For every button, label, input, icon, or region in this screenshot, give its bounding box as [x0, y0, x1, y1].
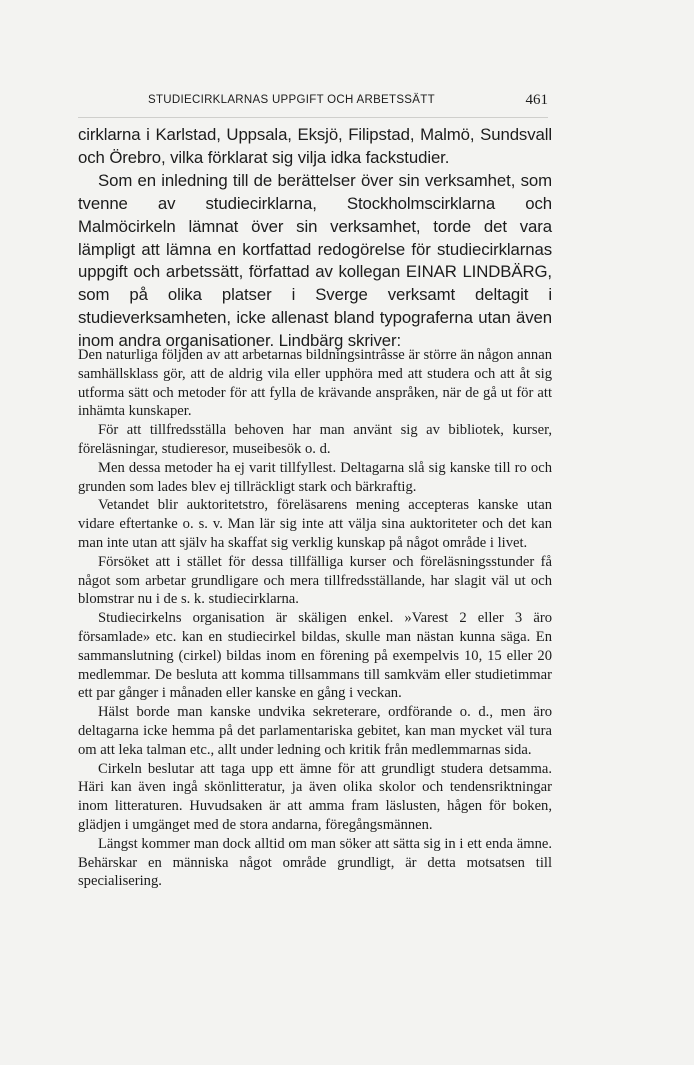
- quote-paragraph: För att tillfredsställa behoven har man använt sig av bibliotek, kurser, föreläsningar, studieresor, museibesök o. d.: [78, 422, 552, 457]
- quote-paragraph: Längst kommer man dock alltid om man söker att sätta sig in i ett enda ämne. Behärskar en människa något område grundligt, är detta motsatsen till specialisering.: [78, 835, 552, 890]
- quote-paragraph: Försöket att i stället för dessa tillfälliga kurser och föreläsningsstunder få något som arbetar grundligare och mera tillfredsställande, har slagit väl ut och blomstrar nu i de s. k. studiecirklarna.: [78, 553, 552, 608]
- quote-paragraph: Studiecirkelns organisation är skäligen enkel. »Varest 2 eller 3 äro församlade» etc. kan en studiecirkel bildas, skulle man nästan kunna säga. En sammanslutning (cirkel) bildas inom en förening på exempelvis 10, 15 eller 20 medlemmar. De besluta att komma tillsammans till samkväm eller studietimmar ett par gånger i månaden eller kanske en gång i veckan.: [78, 610, 552, 702]
- quoted-text: [78, 346, 552, 891]
- running-title: STUDIECIRKLARNAS UPPGIFT OCH ARBETSSÄTT: [148, 94, 435, 106]
- intro-paragraph: Som en inledning till de berättelser över sin verksamhet, som tvenne av studiecirklarna, Stockholmscirklarna och Malmöcirkeln lämnat över sin verksamhet, torde det vara lämpligt att lämna en kortfattad redogörelse för studiecirklarnas uppgift och arbetssätt, författad av kollegan EINAR LINDBÄRG, som på olika platser i Sverge verksamt deltagit i studieverksamheten, icke allenast bland typograferna utan även inom andra organisationer. Lindbärg skriver:: [78, 170, 552, 351]
- quote-paragraph: Den naturliga följden av att arbetarnas bildningsintrâsse är större än någon annan samhällsklass gör, att de aldrig vila eller upphöra med att studera och att åt sig utforma sätt och metoder för att fylla de krävande anspråken, när de gå ut för att inhämta kunskaper.: [78, 347, 552, 420]
- quote-paragraph: Hälst borde man kanske undvika sekreterare, ordförande o. d., men äro deltagarna icke hemma på det parlamentariska gebitet, kan man mycket väl tura om att leka talman etc., allt under ledning och kritik från medlemmarnas sida.: [78, 704, 552, 758]
- quote-paragraph: Vetandet blir auktoritetstro, föreläsarens mening accepteras kanske utan vidare eftertanke o. s. v. Man lär sig inte att välja sina auktoriteter och det kan man inte utan att själv ha skaffat sig verklig kunskap på något område i livet.: [78, 497, 552, 551]
- page-number: 461: [525, 92, 548, 108]
- intro-text: [78, 124, 552, 353]
- running-header: [78, 92, 548, 114]
- quote-paragraph: Cirkeln beslutar att taga upp ett ämne för att grundligt studera detsamma. Häri kan även ingå skönlitteratur, ja även olika skolor och tendensriktningar inom litteraturen. Huvudsaken är att amma fram läslusten, hågen för boken, glädjen i umgänget med de stora andarna, föregångsmännen.: [78, 760, 552, 833]
- intro-paragraph: cirklarna i Karlstad, Uppsala, Eksjö, Filipstad, Malmö, Sundsvall och Örebro, vilka förklarat sig vilja idka fackstudier.: [78, 125, 552, 167]
- header-rule: [78, 117, 548, 118]
- quote-paragraph: Men dessa metoder ha ej varit tillfyllest. Deltagarna slå sig kanske till ro och grunden som lades blev ej tillräckligt stark och bärkraftig.: [78, 459, 552, 495]
